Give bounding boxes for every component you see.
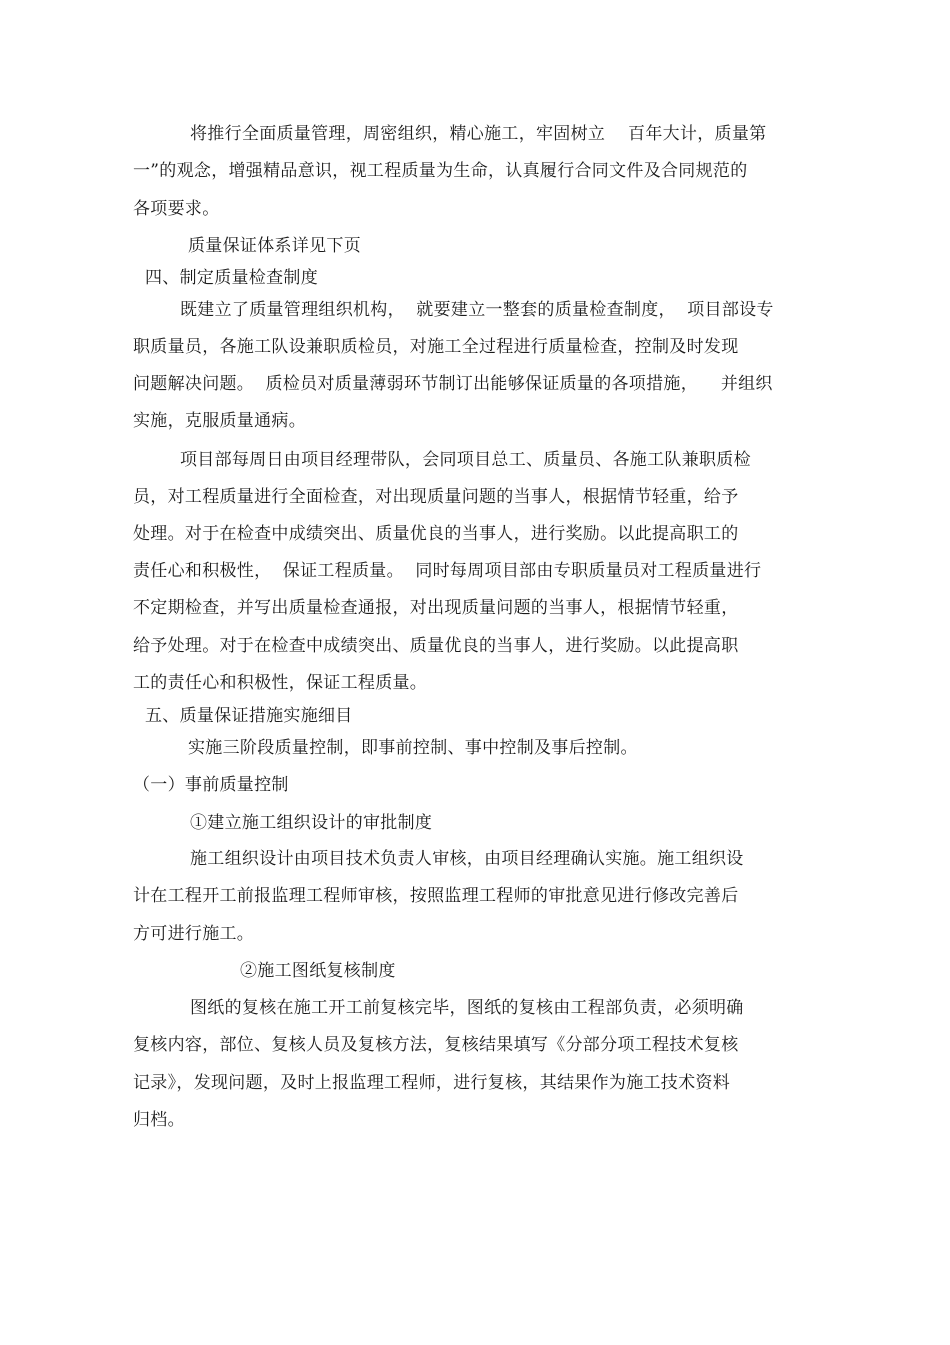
text-line: 既建立了质量管理组织机构， 就要建立一整套的质量检查制度， 项目部设专 — [180, 300, 774, 320]
text-line: 问题解决问题。 质检员对质量薄弱环节制订出能够保证质量的各项措施， 并组织 — [133, 374, 773, 394]
text-line: 处理。对于在检查中成绩突出、质量优良的当事人，进行奖励。以此提高职工的 — [133, 524, 739, 544]
text-line: 方可进行施工。 — [133, 924, 255, 944]
subsection-heading: （一）事前质量控制 — [133, 775, 289, 795]
text-line: 责任心和积极性， 保证工程质量。 同时每周项目部由专职质量员对工程质量进行 — [133, 561, 762, 581]
section-heading: 四、制定质量检查制度 — [145, 268, 318, 288]
text-line: 实施，克服质量通病。 — [133, 411, 306, 431]
text-line: 职质量员，各施工队设兼职质检员，对施工全过程进行质量检查，控制及时发现 — [133, 337, 739, 357]
text-line: 员，对工程质量进行全面检查，对出现质量问题的当事人，根据情节轻重，给予 — [133, 487, 739, 507]
text-line: 施工组织设计由项目技术负责人审核，由项目经理确认实施。施工组织设 — [190, 849, 744, 869]
text-line: 实施三阶段质量控制，即事前控制、事中控制及事后控制。 — [188, 738, 638, 758]
item-heading: ②施工图纸复核制度 — [240, 961, 396, 981]
item-heading: ①建立施工组织设计的审批制度 — [190, 813, 433, 833]
section-heading: 五、质量保证措施实施细目 — [145, 706, 353, 726]
text-line: 记录》，发现问题，及时上报监理工程师，进行复核，其结果作为施工技术资料 — [133, 1073, 730, 1093]
text-line: 归档。 — [133, 1110, 185, 1130]
text-line: 各项要求。 — [133, 199, 220, 219]
text-line: 图纸的复核在施工开工前复核完毕，图纸的复核由工程部负责，必须明确 — [190, 998, 744, 1018]
text-line: 一”的观念，增强精品意识，视工程质量为生命，认真履行合同文件及合同规范的 — [133, 161, 748, 181]
text-line: 不定期检查，并写出质量检查通报，对出现质量问题的当事人，根据情节轻重， — [133, 598, 739, 618]
text-line: 给予处理。对于在检查中成绩突出、质量优良的当事人，进行奖励。以此提高职 — [133, 636, 739, 656]
text-line: 质量保证体系详见下页 — [188, 236, 361, 256]
text-line: 项目部每周日由项目经理带队，会同项目总工、质量员、各施工队兼职质检 — [180, 450, 751, 470]
text-line: 将推行全面质量管理，周密组织，精心施工，牢固树立 百年大计，质量第 — [190, 124, 767, 144]
text-line: 计在工程开工前报监理工程师审核，按照监理工程师的审批意见进行修改完善后 — [133, 886, 739, 906]
text-line: 工的责任心和积极性，保证工程质量。 — [133, 673, 428, 693]
text-line: 复核内容，部位、复核人员及复核方法，复核结果填写《分部分项工程技术复核 — [133, 1035, 739, 1055]
